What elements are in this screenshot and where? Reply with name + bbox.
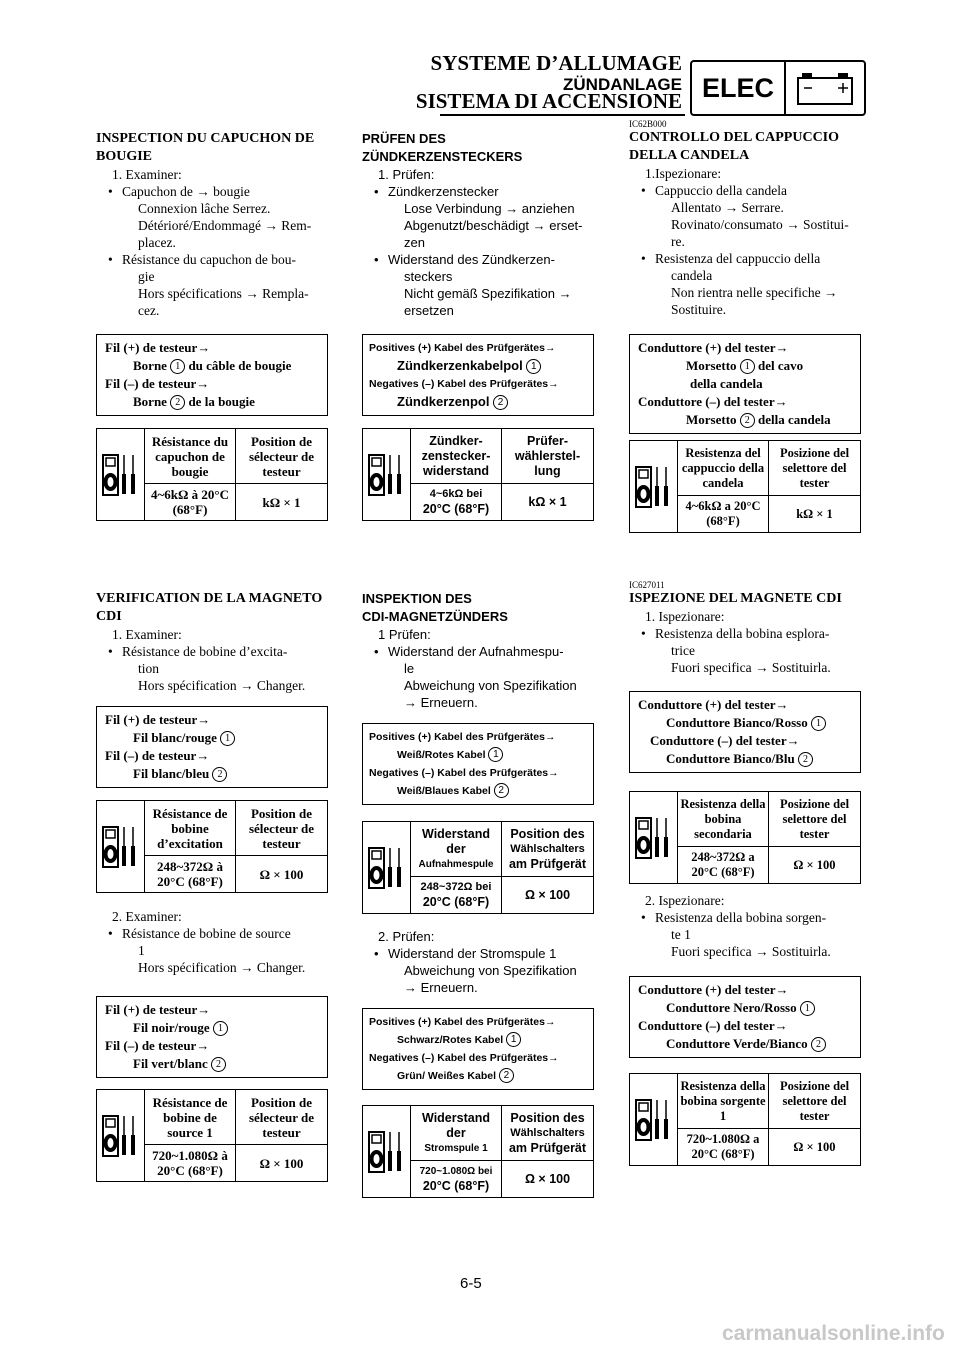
fr-text: cez. <box>138 303 160 318</box>
table-header: Posizione del selettore del tester <box>769 1074 860 1129</box>
fr-title-2: VERIFICATION DE LA MAGNETO CDI <box>96 591 323 624</box>
it-text: Rovinato/consumato → Sostitui- <box>671 217 849 232</box>
header-title-de: ZÜNDANLAGE <box>563 75 682 94</box>
it-text: Allentato → Serrare. <box>671 200 784 215</box>
de-section-3 <box>362 928 594 996</box>
box-line: Positives (+) Kabel des Prüfgerätes→ <box>369 1016 556 1028</box>
box-line: Fil (–) de testeur→ <box>105 376 210 391</box>
fr-spec-table-1 <box>96 428 328 521</box>
box-line: della candela <box>758 412 831 427</box>
it-step: 2. Ispezionare: <box>645 893 725 908</box>
table-value: 4~6kΩ à 20°C (68°F) <box>145 484 236 520</box>
table-value: 20°C (68°F) <box>422 895 490 909</box>
table-header: Posizione del selettore del tester <box>769 441 860 496</box>
table-header: Position de sélecteur de testeur <box>236 1090 327 1145</box>
fr-bullet: • Capuchon de → bougie <box>108 184 250 199</box>
fr-step: 2. Examiner: <box>112 909 182 924</box>
fr-bullet: • Résistance de bobine de source <box>108 926 291 941</box>
box-line: Grün/ Weißes Kabel <box>397 1070 496 1082</box>
table-header: Widerstand <box>422 826 490 841</box>
de-text: Abgenutzt/beschädigt → erset- <box>404 218 583 233</box>
fr-section-3 <box>96 908 328 976</box>
box-line: Morsetto <box>686 358 737 373</box>
de-tester-box-2 <box>362 723 594 805</box>
table-value: kΩ × 1 <box>796 506 833 521</box>
marker-2: 2 <box>170 395 185 410</box>
box-line: Borne <box>133 358 167 373</box>
de-bullet: • Widerstand der Aufnahmespu- <box>374 644 564 659</box>
marker-2: 2 <box>493 395 508 410</box>
box-line: Positives (+) Kabel des Prüfgerätes→ <box>369 731 556 743</box>
it-section-3 <box>629 892 861 960</box>
marker-1: 1 <box>506 1032 521 1047</box>
fr-text: Hors spécifications → Rempla- <box>138 286 309 301</box>
box-line: Conduttore (+) del tester→ <box>638 982 789 997</box>
fr-spec-table-3 <box>96 1089 328 1182</box>
de-step: 2. Prüfen: <box>378 929 435 944</box>
box-line: Fil (+) de testeur→ <box>105 340 211 355</box>
it-title-2: ISPEZIONE DEL MAGNETE CDI <box>629 591 842 606</box>
box-line: Fil (–) de testeur→ <box>105 748 210 763</box>
de-title-1: PRÜFEN DES <box>362 131 446 146</box>
marker-1: 1 <box>170 359 185 374</box>
box-line: del cavo <box>758 358 804 373</box>
marker-2: 2 <box>211 1057 226 1072</box>
it-section-2 <box>629 580 861 676</box>
section-code: IC62B000 <box>629 119 667 129</box>
box-line: Fil (+) de testeur→ <box>105 1002 211 1017</box>
box-line: Weiß/Rotes Kabel <box>397 749 486 761</box>
table-header: Position des <box>510 826 585 841</box>
header-title-it: SISTEMA DI ACCENSIONE <box>415 89 682 113</box>
box-line: Conduttore Bianco/Rosso <box>666 715 808 730</box>
box-line: Zündkerzenkabelpol <box>397 358 523 373</box>
fr-section-1 <box>96 130 328 319</box>
box-line: Morsetto <box>686 412 737 427</box>
table-header: Position des <box>510 1110 585 1125</box>
table-value: Ω × 100 <box>259 1155 304 1171</box>
fr-tester-box-1 <box>96 334 328 416</box>
it-step: 1.Ispezionare: <box>645 166 722 181</box>
table-header: Wählschalters <box>510 1126 585 1139</box>
box-line: Fil (+) de testeur→ <box>105 712 211 727</box>
box-line: Fil vert/blanc <box>133 1056 208 1071</box>
header-title-fr: SYSTEME D’ALLUMAGE <box>430 51 682 75</box>
de-tester-box-3 <box>362 1008 594 1090</box>
watermark: carmanualsonline.info <box>722 1322 945 1345</box>
de-title-2: CDI-MAGNETZÜNDERS <box>362 609 508 624</box>
box-line: Conduttore (–) del tester→ <box>638 394 788 409</box>
table-header: Resistenza della bobina secondaria <box>678 792 769 847</box>
marker-2: 2 <box>811 1037 826 1052</box>
de-text: le <box>404 661 415 676</box>
fr-step: 1. Examiner: <box>112 167 182 182</box>
fr-tester-box-2 <box>96 706 328 788</box>
table-value: 248~372Ω a 20°C (68°F) <box>678 847 769 883</box>
it-bullet: • Resistenza della bobina sorgen- <box>641 910 827 925</box>
de-text: → Erneuern. <box>404 980 478 995</box>
multimeter-icon <box>630 792 678 883</box>
multimeter-icon <box>363 429 411 520</box>
de-text: Abweichung von Spezifikation <box>404 678 577 693</box>
table-header: Wählschalters <box>510 842 585 855</box>
fr-step: 1. Examiner: <box>112 627 182 642</box>
table-header: Widerstand <box>422 1110 490 1125</box>
table-header: Prüfer-wählerstel-lung <box>502 429 593 484</box>
it-text: re. <box>671 234 685 249</box>
fr-text: Hors spécification → Changer. <box>138 678 306 693</box>
it-text: Fuori specifica → Sostituirla. <box>671 944 831 959</box>
fr-text: 1 <box>138 943 145 958</box>
box-line: du câble de bougie <box>188 358 292 373</box>
box-line: Fil noir/rouge <box>133 1020 210 1035</box>
de-bullet: • Zündkerzenstecker <box>374 184 499 199</box>
box-line: della candela <box>690 376 763 391</box>
fr-text: placez. <box>138 235 176 250</box>
it-title-1: DELLA CANDELA <box>629 148 750 163</box>
table-value: 720~1.080Ω a 20°C (68°F) <box>678 1129 769 1165</box>
fr-spec-table-2 <box>96 800 328 893</box>
box-line: Weiß/Blaues Kabel <box>397 785 491 797</box>
de-step: 1 Prüfen: <box>378 627 431 642</box>
table-header: der <box>446 1125 466 1140</box>
box-line: Fil (–) de testeur→ <box>105 1038 210 1053</box>
table-value: 4~6kΩ bei <box>429 488 483 500</box>
table-value: 720~1.080Ω bei <box>419 1166 493 1177</box>
de-text: → Erneuern. <box>404 695 478 710</box>
it-spec-table-1 <box>629 440 861 533</box>
marker-1: 1 <box>800 1001 815 1016</box>
table-value: 248~372Ω à 20°C (68°F) <box>145 856 236 892</box>
de-title-2: INSPEKTION DES <box>362 591 472 606</box>
box-line: Conduttore Nero/Rosso <box>666 1000 797 1015</box>
de-spec-table-1 <box>362 428 594 521</box>
multimeter-icon <box>363 1106 411 1197</box>
box-line: Conduttore (+) del tester→ <box>638 697 789 712</box>
table-value: Ω × 100 <box>524 887 571 902</box>
de-spec-table-2 <box>362 821 594 914</box>
de-title-1: ZÜNDKERZENSTECKERS <box>362 149 523 164</box>
multimeter-icon <box>97 429 145 520</box>
section-code: IC627011 <box>629 580 665 590</box>
table-value: Ω × 100 <box>793 857 836 872</box>
de-text: steckers <box>404 269 453 284</box>
table-header: Zündker-zenstecker-widerstand <box>411 429 502 484</box>
it-text: Sostituire. <box>671 302 727 317</box>
multimeter-icon <box>97 801 145 892</box>
table-header: Posizione del selettore del tester <box>769 792 860 847</box>
table-header: Résistance de bobine de source 1 <box>145 1090 236 1145</box>
elec-badge <box>690 60 866 116</box>
de-bullet: • Widerstand des Zündkerzen- <box>374 252 555 267</box>
box-line: Negatives (–) Kabel des Prüfgerätes→ <box>369 767 559 779</box>
table-header: der <box>446 841 466 856</box>
it-text: Fuori specifica → Sostituirla. <box>671 660 831 675</box>
fr-title-1: INSPECTION DU CAPUCHON DE BOUGIE <box>96 131 315 164</box>
marker-2: 2 <box>494 783 509 798</box>
table-header: Résistance du capuchon de bougie <box>145 429 236 484</box>
fr-text: gie <box>138 269 155 284</box>
table-header: Aufnahmespule <box>418 858 494 870</box>
de-section-1 <box>362 130 594 319</box>
de-text: Lose Verbindung → anziehen <box>404 201 575 216</box>
fr-tester-box-3 <box>96 996 328 1078</box>
box-line: Conduttore Bianco/Blu <box>666 751 795 766</box>
fr-text: Hors spécification → Changer. <box>138 960 306 975</box>
table-header: Résistance de bobine d’excitation <box>145 801 236 856</box>
marker-1: 1 <box>811 716 826 731</box>
marker-1: 1 <box>220 731 235 746</box>
marker-1: 1 <box>526 359 541 374</box>
it-tester-box-2 <box>629 691 861 773</box>
fr-text: Connexion lâche Serrez. <box>138 201 271 216</box>
marker-2: 2 <box>740 413 755 428</box>
box-line: Zündkerzenpol <box>397 394 490 409</box>
table-header: Resistenza della bobina sorgente 1 <box>678 1074 769 1129</box>
battery-icon <box>796 70 854 106</box>
marker-2: 2 <box>798 752 813 767</box>
box-line: Conduttore Verde/Bianco <box>666 1036 808 1051</box>
box-line: Conduttore (–) del tester→ <box>638 1018 788 1033</box>
box-line: Borne <box>133 394 167 409</box>
it-tester-box-3 <box>629 976 861 1058</box>
table-value: Ω × 100 <box>524 1171 571 1186</box>
box-line: Negatives (–) Kabel des Prüfgerätes→ <box>369 1052 559 1064</box>
table-value: 4~6kΩ a 20°C (68°F) <box>678 496 769 532</box>
de-section-2 <box>362 590 594 711</box>
table-value: 248~372Ω bei <box>420 881 492 893</box>
fr-text: tion <box>138 661 160 676</box>
marker-2: 2 <box>499 1068 514 1083</box>
table-header: Stromspule 1 <box>424 1142 488 1154</box>
table-value: kΩ × 1 <box>262 494 301 510</box>
fr-section-2 <box>96 590 328 694</box>
it-spec-table-2 <box>629 791 861 884</box>
box-line: Conduttore (+) del tester→ <box>638 340 789 355</box>
de-text: ersetzen <box>404 303 454 318</box>
elec-label: ELEC <box>692 62 786 114</box>
table-value: Ω × 100 <box>793 1139 836 1154</box>
fr-bullet: • Résistance de bobine d’excita- <box>108 644 288 659</box>
marker-2: 2 <box>212 767 227 782</box>
box-line: Fil blanc/rouge <box>133 730 217 745</box>
box-line: Positives (+) Kabel des Prüfgerätes→ <box>369 342 556 354</box>
de-tester-box-1 <box>362 334 594 416</box>
table-header: Position de sélecteur de testeur <box>236 429 327 484</box>
box-line: de la bougie <box>188 394 255 409</box>
marker-1: 1 <box>488 747 503 762</box>
box-line: Fil blanc/bleu <box>133 766 210 781</box>
fr-bullet: • Résistance du capuchon de bou- <box>108 252 296 267</box>
fr-text: Détérioré/Endommagé → Rem- <box>138 218 312 233</box>
table-header: am Prüfgerät <box>508 856 587 871</box>
it-bullet: • Cappuccio della candela <box>641 183 787 198</box>
box-line: Conduttore (–) del tester→ <box>650 733 800 748</box>
de-text: Nicht gemäß Spezifikation → <box>404 286 572 301</box>
table-header: Position de sélecteur de testeur <box>236 801 327 856</box>
de-step: 1. Prüfen: <box>378 167 435 182</box>
box-line: Schwarz/Rotes Kabel <box>397 1034 504 1046</box>
table-header: am Prüfgerät <box>508 1140 587 1155</box>
de-text: Abweichung von Spezifikation <box>404 963 577 978</box>
it-text: trice <box>671 643 695 658</box>
it-section-1 <box>629 119 861 318</box>
box-line: Negatives (–) Kabel des Prüfgerätes→ <box>369 378 559 390</box>
table-value: 720~1.080Ω à 20°C (68°F) <box>145 1145 236 1181</box>
it-spec-table-3 <box>629 1073 861 1166</box>
it-tester-box-1 <box>629 334 861 434</box>
it-title-1: CONTROLLO DEL CAPPUCCIO <box>629 130 840 145</box>
it-bullet: • Resistenza del cappuccio della <box>641 251 821 266</box>
table-header: Resistenza del cappuccio della candela <box>678 441 769 496</box>
de-text: zen <box>404 235 425 250</box>
it-text: candela <box>671 268 713 283</box>
multimeter-icon <box>630 1074 678 1165</box>
it-step: 1. Ispezionare: <box>645 609 725 624</box>
it-text: Non rientra nelle specifiche → <box>671 285 838 300</box>
marker-1: 1 <box>213 1021 228 1036</box>
it-bullet: • Resistenza della bobina esplora- <box>641 626 830 641</box>
table-value: Ω × 100 <box>259 866 304 882</box>
multimeter-icon <box>630 441 678 532</box>
marker-1: 1 <box>740 359 755 374</box>
multimeter-icon <box>363 822 411 913</box>
table-value: 20°C (68°F) <box>422 502 490 516</box>
table-value: 20°C (68°F) <box>422 1179 490 1193</box>
table-value: kΩ × 1 <box>528 494 567 509</box>
de-spec-table-3 <box>362 1105 594 1198</box>
header-rule <box>440 114 685 116</box>
page-number: 6-5 <box>460 1275 482 1292</box>
de-bullet: • Widerstand der Stromspule 1 <box>374 946 557 961</box>
it-text: te 1 <box>671 927 691 942</box>
multimeter-icon <box>97 1090 145 1181</box>
